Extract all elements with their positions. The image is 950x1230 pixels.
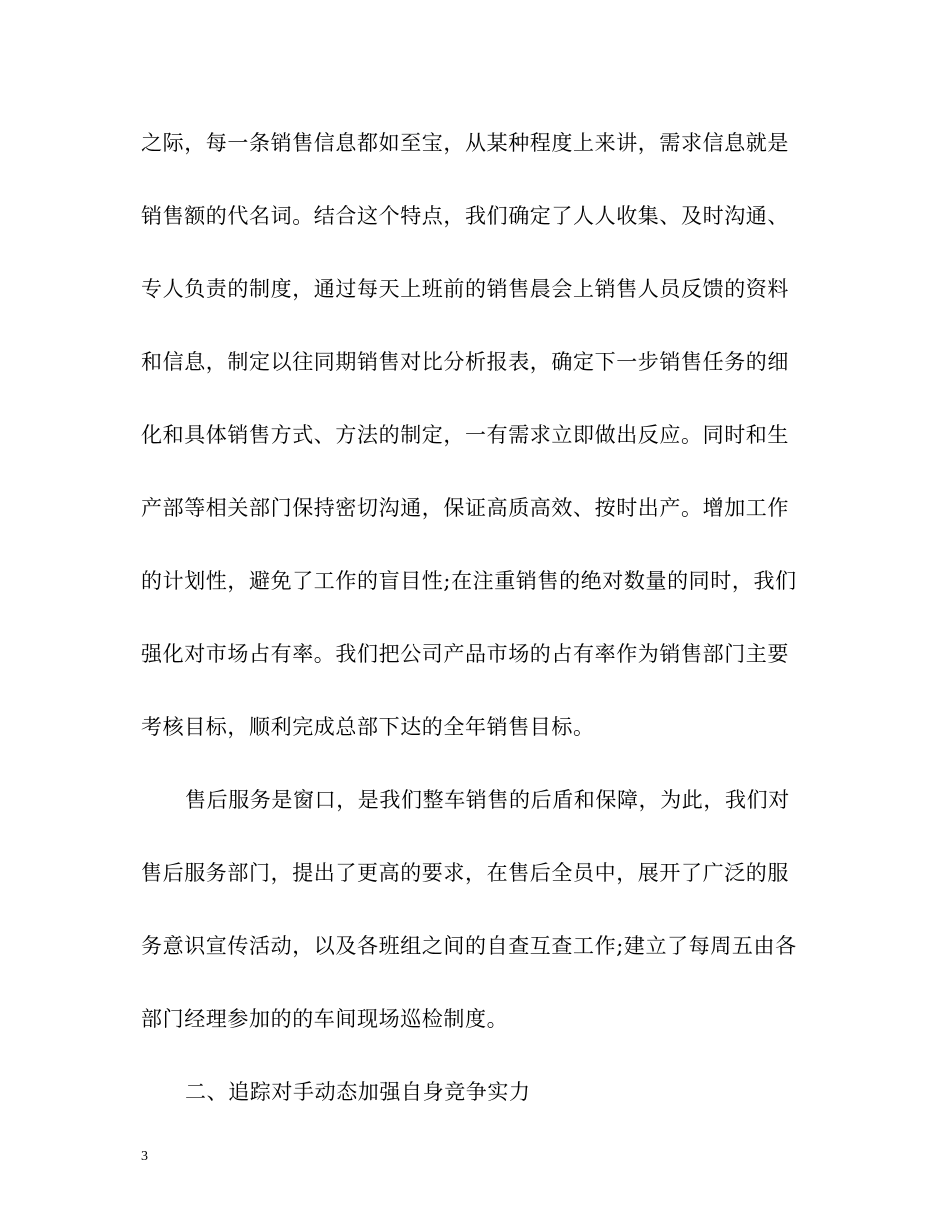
text-line: 和信息，制定以往同期销售对比分析报表，确定下一步销售任务的细 bbox=[141, 350, 789, 374]
text-line: 强化对市场占有率。我们把公司产品市场的占有率作为销售部门主要 bbox=[141, 642, 789, 666]
text-line: 的计划性，避免了工作的盲目性;在注重销售的绝对数量的同时，我们 bbox=[141, 569, 797, 593]
text-line: 售后服务部门，提出了更高的要求，在售后全员中，展开了广泛的服 bbox=[141, 861, 789, 885]
text-line: 销售额的代名词。结合这个特点，我们确定了人人收集、及时沟通、 bbox=[141, 204, 789, 228]
text-line: 化和具体销售方式、方法的制定，一有需求立即做出反应。同时和生 bbox=[141, 423, 789, 447]
text-line: 专人负责的制度，通过每天上班前的销售晨会上销售人员反馈的资料 bbox=[141, 277, 789, 301]
section-heading: 二、追踪对手动态加强自身竞争实力 bbox=[185, 1080, 531, 1104]
text-line: 部门经理参加的的车间现场巡检制度。 bbox=[141, 1007, 509, 1031]
document-body bbox=[141, 120, 811, 1142]
text-line: 务意识宣传活动，以及各班组之间的自查互查工作;建立了每周五由各 bbox=[141, 934, 797, 958]
text-line: 之际，每一条销售信息都如至宝，从某种程度上来讲，需求信息就是 bbox=[141, 131, 789, 155]
text-line: 考核目标，顺利完成总部下达的全年销售目标。 bbox=[141, 715, 595, 739]
paragraph-first-line: 售后服务是窗口，是我们整车销售的后盾和保障，为此，我们对 bbox=[185, 788, 790, 812]
page-number: 3 bbox=[141, 1149, 148, 1164]
text-line: 产部等相关部门保持密切沟通，保证高质高效、按时出产。增加工作 bbox=[141, 496, 789, 520]
